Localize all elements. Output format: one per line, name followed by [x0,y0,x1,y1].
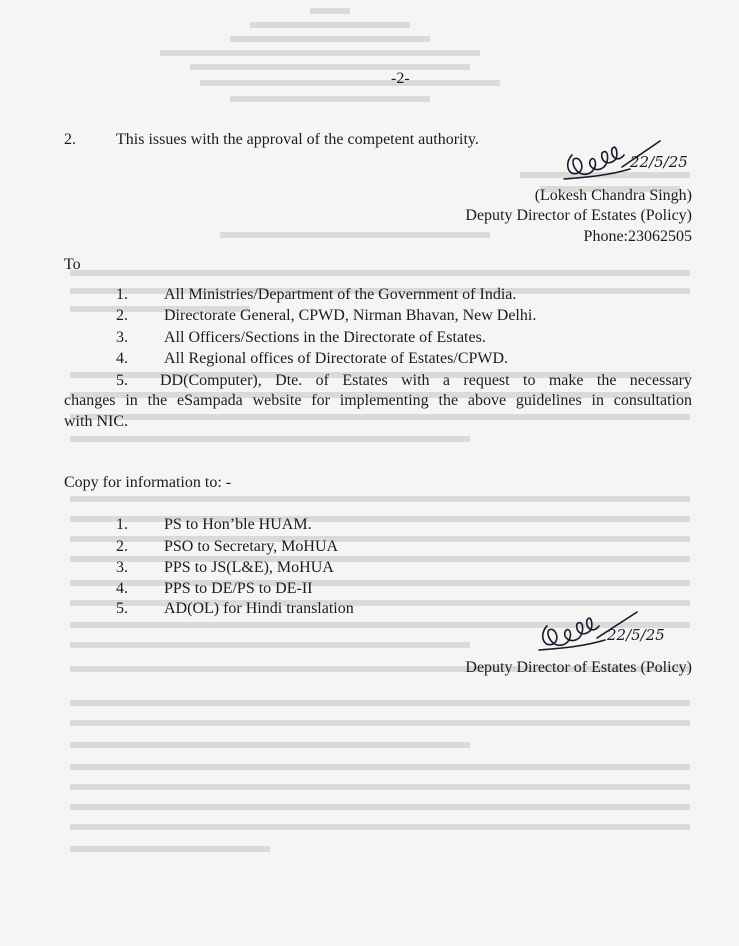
paragraph-number: 2. [64,131,76,148]
to-item-text: DD(Computer), Dte. of Estates with a request to make the necessary [160,372,692,389]
copy-item-number: 2. [116,538,128,555]
to-item-number: 4. [116,350,128,367]
signatory-phone: Phone:23062505 [583,228,692,245]
paragraph-text: This issues with the approval of the competent authority. [116,131,479,148]
copy-item-number: 1. [116,516,128,533]
copy-item-text: PPS to JS(L&E), MoHUA [164,559,334,576]
page-number: -2- [391,70,410,87]
copy-item-text: PS to Hon’ble HUAM. [164,516,312,533]
signature-image [560,133,695,191]
signature-image [533,606,673,664]
copy-item-number: 4. [116,580,128,597]
footer-designation: Deputy Director of Estates (Policy) [465,659,692,676]
to-item-text: All Officers/Sections in the Directorate of Estates. [164,329,486,346]
copy-item-text: AD(OL) for Hindi translation [164,600,354,617]
signature-date: 22/5/25 [630,153,688,171]
to-item-text: All Regional offices of Directorate of Estates/CPWD. [164,350,509,367]
to-item-text: All Ministries/Department of the Government of India. [164,286,517,303]
to-item-number: 3. [116,329,128,346]
to-item-text-continued: changes in the eSampada website for implementing the above guidelines in consultation [64,392,692,409]
signature-date: 22/5/25 [607,626,665,644]
signatory-designation: Deputy Director of Estates (Policy) [465,207,692,224]
to-heading: To [64,256,81,273]
copy-item-number: 5. [116,600,128,617]
copy-item-text: PPS to DE/PS to DE-II [164,580,313,597]
to-item-number: 5. [116,372,128,389]
to-item-number: 2. [116,307,128,324]
copy-item-number: 3. [116,559,128,576]
copy-heading: Copy for information to: - [64,474,232,491]
to-item-number: 1. [116,286,128,303]
copy-item-text: PSO to Secretary, MoHUA [164,538,339,555]
to-item-text: Directorate General, CPWD, Nirman Bhavan, New Delhi. [164,307,537,324]
signatory-name: (Lokesh Chandra Singh) [534,187,692,204]
to-item-text-continued: with NIC. [64,413,128,430]
